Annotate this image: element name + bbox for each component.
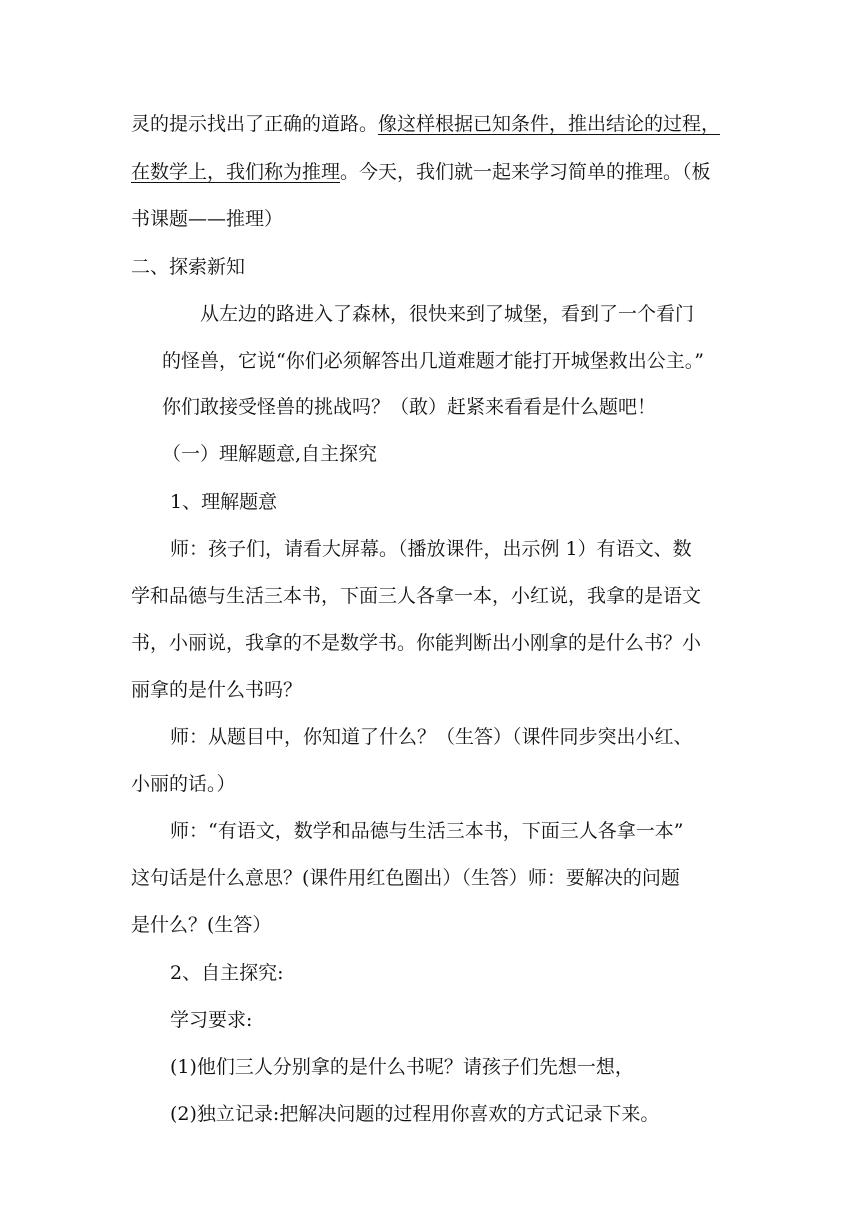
paragraph-line: 丽拿的是什么书吗？	[131, 679, 303, 701]
paragraph-line: 小丽的话。）	[131, 773, 236, 795]
story-line: 从左边的路进入了森林，很快来到了城堡，看到了一个看门	[200, 303, 695, 325]
paragraph-line: 是什么？(生答）	[131, 914, 272, 936]
intro-line-2	[131, 159, 711, 185]
story-line: 的怪兽，它说“你们必须解答出几道难题才能打开城堡救出公主。”	[162, 350, 704, 372]
requirement-item: (1)他们三人分别拿的是什么书呢？请孩子们先想一想，	[170, 1056, 634, 1078]
section-heading: 二、探索新知	[131, 256, 246, 278]
paragraph-line: 师：从题目中，你知道了什么？（生答）（课件同步突出小红、	[170, 726, 693, 748]
underlined-definition: 像这样根据已知条件，推出结论的过程，	[378, 113, 721, 135]
underlined-definition-end: 在数学上，我们称为推理	[131, 161, 341, 183]
requirements-title: 学习要求:	[170, 1009, 253, 1031]
intro-line-1	[131, 111, 720, 137]
paragraph-line: 师：孩子们，请看大屏幕。（播放课件，出示例 1）有语文、数	[170, 538, 692, 560]
story-line: 你们敢接受怪兽的挑战吗？（敢）赶紧来看看是什么题吧！	[162, 396, 657, 418]
paragraph-line: 师：“有语文，数学和品德与生活三本书，下面三人各拿一本”	[170, 820, 684, 842]
item-heading: 1、理解题意	[170, 491, 278, 513]
subsection-heading: （一）理解题意,自主探究	[162, 443, 378, 465]
item-heading: 2、自主探究:	[170, 962, 284, 984]
paragraph-line: 学和品德与生活三本书，下面三人各拿一本，小红说，我拿的是语文	[131, 585, 702, 607]
intro-text: 灵的提示找出了正确的道路。	[131, 113, 379, 135]
intro-text: 。今天，我们就一起来学习简单的推理。（板	[340, 161, 711, 183]
paragraph-line: 书，小丽说，我拿的不是数学书。你能判断出小刚拿的是什么书？小	[131, 632, 702, 654]
requirement-item: (2)独立记录:把解决问题的过程用你喜欢的方式记录下来。	[170, 1103, 660, 1125]
intro-line-3: 书课题——推理）	[131, 208, 284, 230]
paragraph-line: 这句话是什么意思？(课件用红色圈出）（生答）师：要解决的问题	[131, 867, 680, 889]
